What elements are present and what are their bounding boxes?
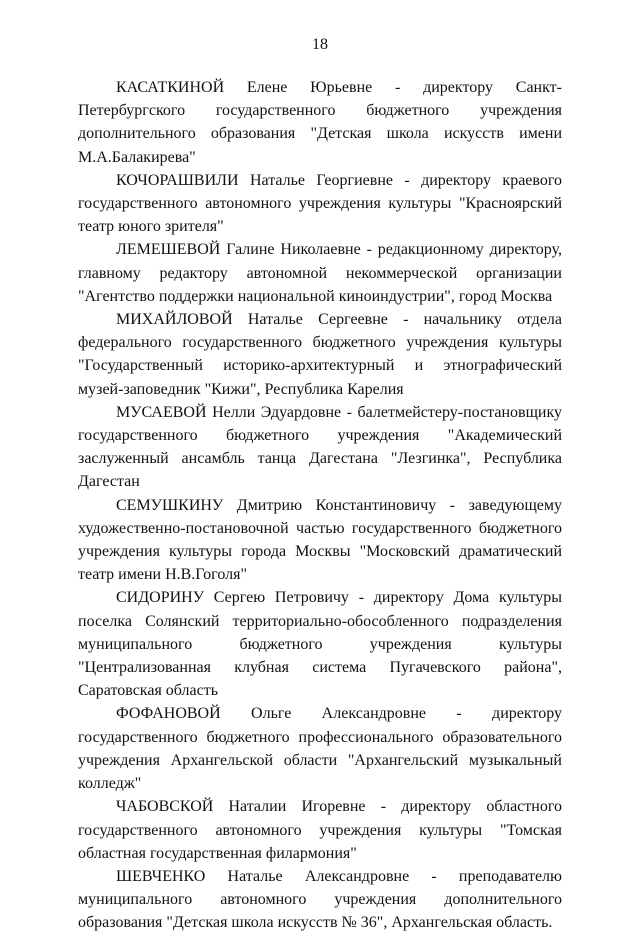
list-item: СЕМУШКИНУ Дмитрию Константиновичу - заведующему художественно-постановочной частью государственного бюджетного учреждения культуры города Москвы "Московский драматический театр имени Н.В.Гоголя" <box>78 496 562 584</box>
list-item: ЛЕМЕШЕВОЙ Галине Николаевне - редакционному директору, главному редактору автономной некоммерческой организации "Агентство поддержки национальной киноиндустрии", город Москва <box>78 241 562 305</box>
list-item: КАСАТКИНОЙ Елене Юрьевне - директору Санкт-Петербургского государственного бюджетного учреждения дополнительного образования "Детская школа искусств имени М.А.Балакирева" <box>78 79 562 166</box>
award-list <box>78 76 562 935</box>
list-item: ФОФАНОВОЙ Ольге Александровне - директору государственного бюджетного профессионального образовательного учреждения Архангельской области "Архангельский музыкальный колледж" <box>78 705 562 793</box>
list-item: КОЧОРАШВИЛИ Наталье Георгиевне - директору краевого государственного автономного учреждения культуры "Красноярский театр юного зрителя" <box>78 171 562 236</box>
list-item: ЧАБОВСКОЙ Наталии Игоревне - директору областного государственного автономного учреждения культуры "Томская областная государственная филармония" <box>78 798 562 862</box>
list-item: СИДОРИНУ Сергею Петровичу - директору Дома культуры поселка Солянский территориально-обособленного подразделения муниципального бюджетного учреждения культуры "Централизованная клубная система Пугачевского района", Саратовская область <box>78 589 562 700</box>
list-item: МИХАЙЛОВОЙ Наталье Сергеевне - начальнику отдела федерального государственного бюджетного учреждения культуры "Государственный историко-архитектурный и этнографический музей-заповедник "Кижи", Республика Карелия <box>78 311 562 398</box>
list-item: МУСАЕВОЙ Нелли Эдуардовне - балетмейстеру-постановщику государственного бюджетного учреждения "Академический заслуженный ансамбль танца Дагестана "Лезгинка", Республика Дагестан <box>78 403 562 491</box>
page-number: 18 <box>312 36 328 53</box>
list-item: ШЕВЧЕНКО Наталье Александровне - преподавателю муниципального автономного учреждения дополнительного образования "Детская школа искусств № 36", Архангельская область. <box>78 867 562 932</box>
